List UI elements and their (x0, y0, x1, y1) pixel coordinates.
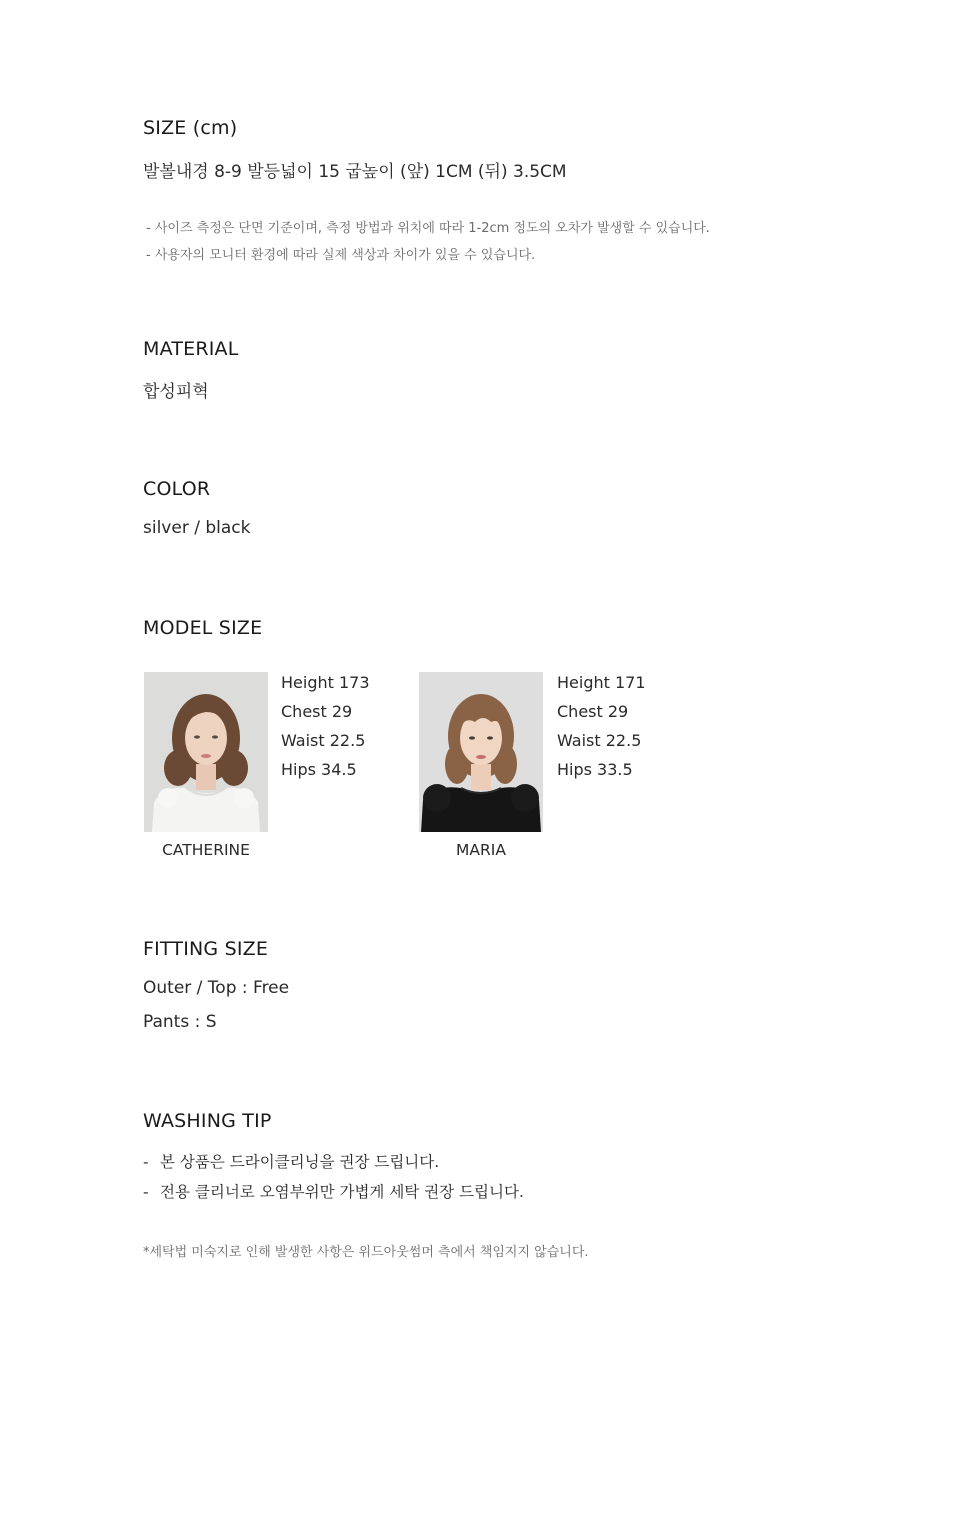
catherine-chest: Chest 29 (281, 702, 353, 721)
model-photo-catherine (144, 672, 268, 832)
maria-name: MARIA (456, 841, 506, 859)
washing-tip-item-1 (143, 1150, 439, 1172)
material-value: 합성피혁 (143, 382, 209, 402)
model-size-heading: MODEL SIZE (143, 617, 263, 639)
size-note-2: - 사용자의 모니터 환경에 따라 실제 색상과 차이가 있을 수 있습니다. (146, 248, 536, 263)
size-heading: SIZE (cm) (143, 117, 238, 139)
catherine-name: CATHERINE (162, 841, 250, 859)
fitting-size-line-2: Pants : S (143, 1012, 217, 1032)
catherine-waist: Waist 22.5 (281, 731, 366, 750)
washing-tip-item-2-text: 전용 클리너로 오염부위만 가볍게 세탁 권장 드립니다. (160, 1183, 524, 1201)
size-note-1: - 사이즈 측정은 단면 기준이며, 측정 방법과 위치에 따라 1-2cm 정도의 오차가 발생할 수 있습니다. (146, 221, 710, 236)
color-value: silver / black (143, 518, 251, 538)
catherine-hips: Hips 34.5 (281, 760, 357, 779)
maria-chest: Chest 29 (557, 702, 629, 721)
color-heading: COLOR (143, 478, 211, 500)
washing-tip-heading: WASHING TIP (143, 1110, 272, 1132)
washing-tip-item-2 (143, 1180, 524, 1202)
catherine-height: Height 173 (281, 673, 370, 692)
fitting-size-heading: FITTING SIZE (143, 938, 269, 960)
fitting-size-line-1: Outer / Top : Free (143, 978, 290, 998)
washing-tip-item-1-text: 본 상품은 드라이클리닝을 권장 드립니다. (160, 1153, 440, 1171)
maria-waist: Waist 22.5 (557, 731, 642, 750)
list-dash: - (143, 1183, 149, 1201)
size-value: 발볼내경 8-9 발등넓이 15 굽높이 (앞) 1CM (뒤) 3.5CM (143, 162, 567, 182)
maria-height: Height 171 (557, 673, 646, 692)
maria-hips: Hips 33.5 (557, 760, 633, 779)
list-dash: - (143, 1153, 149, 1171)
model-photo-maria (419, 672, 543, 832)
washing-tip-footnote: *세탁법 미숙지로 인해 발생한 사항은 위드아웃썸머 측에서 책임지지 않습니다. (143, 1245, 589, 1260)
material-heading: MATERIAL (143, 338, 239, 360)
